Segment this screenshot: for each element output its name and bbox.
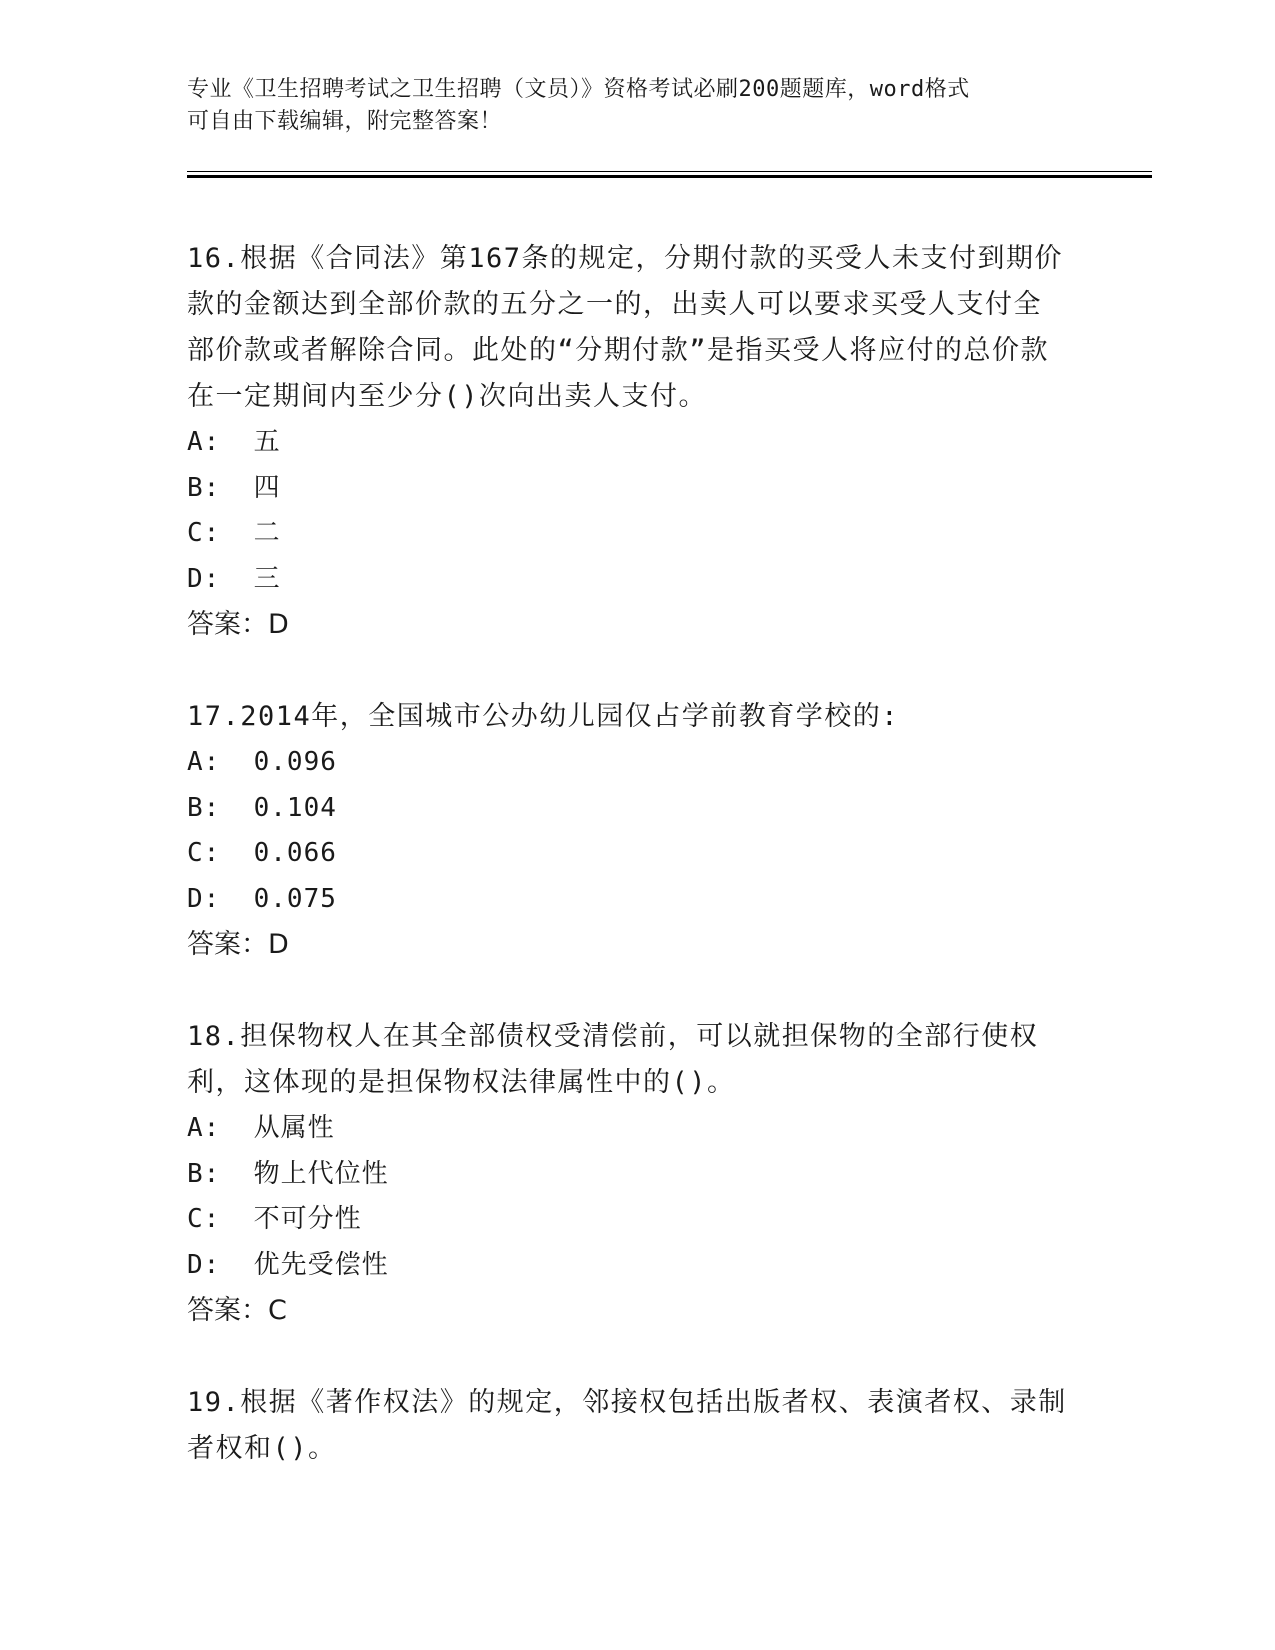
option-c: C: 不可分性 (187, 1204, 362, 1234)
question-stem: 16.根据《合同法》第167条的规定，分期付款的买受人未支付到期价款的金额达到全部价款的五分之一的，出卖人可以要求买受人支付全部价款或者解除合同。此处的“分期付款”是指买受人将应付的总价款在一定期间内至少分()次向出卖人支付。 (187, 243, 1064, 412)
question-17 (187, 694, 1067, 968)
option-d: D: 优先受偿性 (187, 1249, 389, 1280)
question-stem: 18.担保物权人在其全部债权受清偿前，可以就担保物的全部行使权利，这体现的是担保物权法律属性中的()。 (187, 1021, 1039, 1098)
option-c: C: 二 (187, 518, 281, 548)
question-stem: 17.2014年，全国城市公办幼儿园仅占学前教育学校的: (187, 701, 900, 732)
header-line-2: 可自由下载编辑，附完整答案！ (187, 109, 503, 134)
header-rule-thick (187, 175, 1152, 178)
question-18 (187, 1014, 1067, 1334)
option-b: B: 0.104 (187, 792, 337, 823)
question-16 (187, 236, 1067, 648)
header-line-1: 专业《卫生招聘考试之卫生招聘（文员）》资格考试必刷200题题库，word格式 (187, 77, 970, 102)
option-d: D: 0.075 (187, 883, 337, 914)
answer-line: 答案：C (187, 1295, 287, 1326)
answer-line: 答案：D (187, 609, 289, 640)
answer-line: 答案：D (187, 929, 289, 960)
option-a: A: 从属性 (187, 1113, 335, 1143)
option-c: C: 0.066 (187, 838, 337, 868)
option-a: A: 五 (187, 427, 281, 457)
question-stem: 19.根据《著作权法》的规定，邻接权包括出版者权、表演者权、录制者权和()。 (187, 1387, 1067, 1464)
option-d: D: 三 (187, 563, 281, 594)
option-b: B: 四 (187, 472, 281, 503)
question-19 (187, 1380, 1067, 1472)
header-rule-thin (187, 171, 1152, 172)
option-a: A: 0.096 (187, 747, 337, 777)
document-header (187, 74, 1087, 138)
question-list (187, 236, 1067, 1518)
option-b: B: 物上代位性 (187, 1158, 389, 1189)
